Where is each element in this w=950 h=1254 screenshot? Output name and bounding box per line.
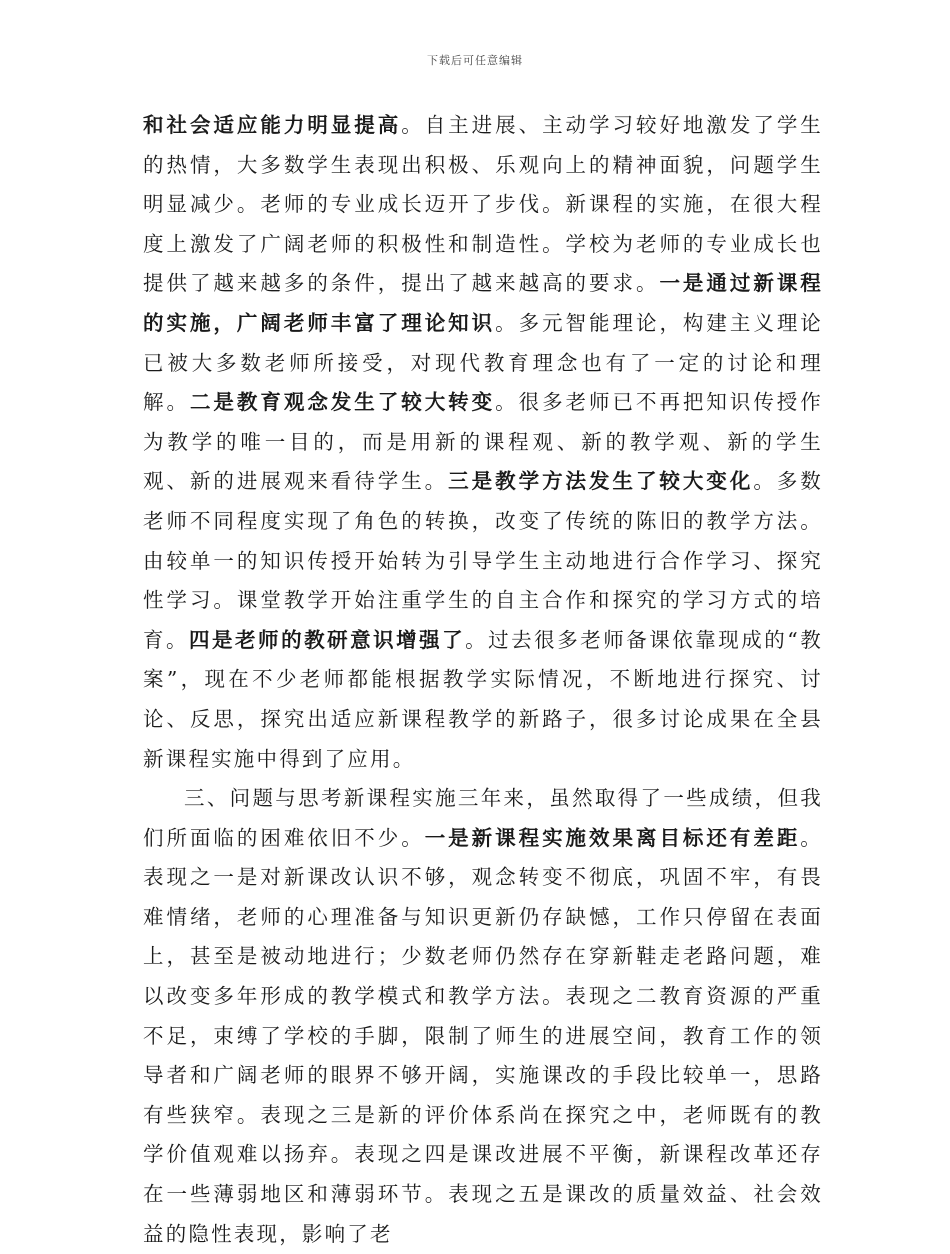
text-segment: 。很多老师已不再把知识传授作为教学的唯一目的，而是用新的课程观、新的教学观、新的学生观、新的进展观来看待学生。 — [143, 390, 823, 494]
text-segment: 。过去很多老师备课依靠现成的“教案”，现在不少老师都能根据教学实际情况，不断地进行探究、讨论、反思，探究出适应新课程教学的新路子，很多讨论成果在全县新课程实施中得到了应用。 — [143, 627, 823, 771]
page-header: 下载后可任意编辑 — [427, 54, 523, 67]
text-segment: 。表现之一是对新课改认识不够，观念转变不彻底，巩固不牢，有畏难情绪，老师的心理准备与知识更新仍存缺憾，工作只停留在表面上，甚至是被动地进行；少数老师仍然存在穿新鞋走老路问题，难以改变多年形成的教学模式和教学方法。表现之二教育资源的严重不足，束缚了学校的手脚，限制了师生的进展空间，教育工作的领导者和广阔老师的眼界不够开阔，实施课改的手段比较单一，思路有些狭窄。表现之三是新的评价体系尚在探究之中，老师既有的教学价值观难以扬弃。表现之四是课改进展不平衡，新课程改革还存在一些薄弱地区和薄弱环节。表现之五是课改的质量效益、社会效益的隐性表现，影响了老 — [143, 825, 823, 1246]
bold-text-segment: 三是教学方法发生了较大变化 — [448, 469, 754, 494]
text-segment: 三、问题与思考新课程实施三年来，虽然取得了一些成绩，但我们所面临的困难依旧不少。 — [143, 786, 823, 850]
bold-text-segment: 二是教育观念发生了较大转变 — [189, 390, 496, 415]
bold-text-segment: 一是新课程实施效果离目标还有差距 — [424, 825, 801, 850]
bold-text-segment: 和社会适应能力明显提高 — [143, 113, 402, 137]
text-segment: 。自主进展、主动学习较好地激发了学生的热情，大多数学生表现出积极、乐观向上的精神面貌，问题学生明显减少。老师的专业成长迈开了步伐。新课程的实施，在很大程度上激发了广阔老师的积极性和制造性。学校为老师的专业成长也提供了越来越多的条件，提出了越来越高的要求。 — [143, 113, 824, 296]
bold-text-segment: 四是老师的教研意识增强了 — [189, 627, 466, 652]
bold-text-segment: 一是通过新课程的实施，广阔老师丰富了理论知识 — [143, 271, 824, 335]
text-segment: 。多数老师不同程度实现了角色的转换，改变了传统的陈旧的教学方法。由较单一的知识传授开始转为引导学生主动地进行合作学习、探究性学习。课堂教学开始注重学生的自主合作和探究的学习方式的培育。 — [143, 469, 823, 652]
document-body — [143, 106, 823, 1254]
text-segment: 。多元智能理论，构建主义理论已被大多数老师所接受，对现代教育理念也有了一定的讨论和理解。 — [143, 310, 823, 415]
paragraph-1 — [143, 106, 823, 779]
paragraph-2 — [143, 779, 823, 1254]
